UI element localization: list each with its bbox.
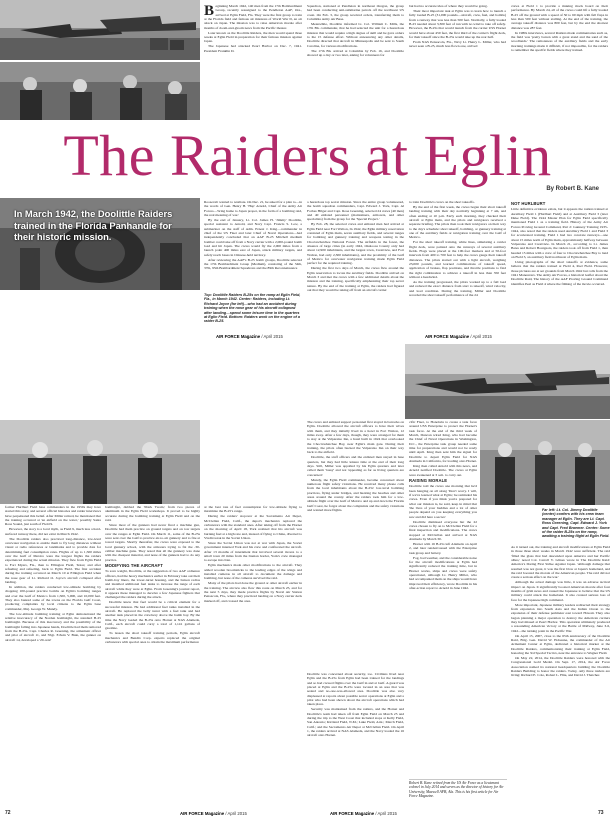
footer-left-mid: AIR FORCE Magazine / April 2015 — [216, 334, 283, 339]
paragraph: During the raiders' stopover at the Sacramento Air Depot, McClellan Field, Calif., the depot's mechanics replaced the carburetors with the standard ones. After taking off from the Hornet on the morning of April 18, York realized that his aircraft was burning fuel at a high rate and, instead of flying to China, diverted to Vladivostok in the Soviet Union. — [204, 514, 302, 540]
text-column-mid-2 — [204, 200, 302, 291]
text-column-mid-5 — [511, 200, 608, 340]
photo-caption-left: Top: Doolittle Raiders B-25s on the ramp at Eglin Field, Fla., in March 1942. Center: Raiders, including Lt. Richard Joyce (far left)—who had an accident during training when the nose gear of his aircraft collapsed after landing—spend some leisure time in the quarters at Eglin Field. Bottom: Raiders work on the engine of a raider B-25. — [204, 293, 301, 324]
paragraph: Doolittle dismissed everyone but the 22 crews chosen to fly on to McClellan Field for a final inspection and modifications. The crews stopped at McClellan and arrived at NAS Alameda by March 30. — [409, 519, 477, 542]
page-number-right: 73 — [598, 810, 604, 816]
text-column-mid-4 — [409, 200, 506, 340]
section-heading: NOT HURLBURT — [511, 201, 546, 206]
page-number-left: 72 — [5, 810, 11, 816]
paragraph: to train Doolittle's crews on the short takeoffs. — [409, 200, 475, 204]
raiders-in-quarters-photo — [0, 62, 200, 120]
paragraph: From NAS Pensacola, Fla., Navy Lt. Henry L. Miller, who had never seen a B-25, much less flown one, arrived — [409, 39, 506, 49]
paragraph: The low-altitude bombing training at Eglin demonstrated the relative inaccuracy of the Norden bombsight, the standard B-25 bombsight. Because of this inaccuracy and the possibility of the bombsight falling into Japanese hands, Doolittle had them removed from the B-25s. Capt. Charles R. Greening, the armament officer and pilot of aircraft 11, and SSgt. Edwin V. Bain, the gunner on aircraft 14, developed a '20-cent' — [5, 611, 101, 642]
raider-b25s-on-ramp-photo — [405, 344, 610, 419]
paragraph: Their most important task at Eglin was to learn how to launch a fully loaded B-25 (31,000 pounds—aircraft, crew, fuel, and bombs) from a runway that was less than 500 feet. Normally, a fully loaded B-25 needed about 3,300 feet of run with no wind to take off safely. However, the B-25s that would launch from the carrier USS Hornet would have about 450 feet, the first third of the carrier's flight deck, for their takeoff since the B-25s would take up the rear half. — [409, 8, 506, 39]
footer-right-mid: AIR FORCE Magazine / April 2015 — [425, 334, 492, 339]
text-column-top-1 — [204, 4, 302, 120]
text-column-bot-4 — [307, 420, 404, 670]
paragraph: Hornet with 16 B-25s left Alameda on April 2, and later rendezvoused with the Enterprise task group and battery. — [409, 542, 477, 555]
footer-left: AIR FORCE Magazine / April 2015 — [180, 811, 247, 816]
doolittle-conferring-photo — [0, 420, 200, 504]
paragraph: Doolittle was concerned about security, too. Civilians lived near Eglin and the B-25s from Eglin had been trained for the landings and so had crewed flights over the Gulf in and at Gulf. A guard was placed at Eglin and the B-25s were located in an area that was sealed and no-one-was-allowed area. Doolittle was also very displeased at reports about possible secret operations at Eglin and a pilot who had been shown about the aircraft operations which had taken place. — [307, 672, 404, 707]
paragraph: Security was maintained from the raiders, and the Hornet and Doolittle's team had taken off from Eglin Field on March 25 and during the trip to the West Coast that included stops at Kelly Field, San Antonio; Kirtland Field, N.M.; Luke Field, Ariz.; March Field, Calif.; and the Sacramento Air Depot at McClellan Field. On April 1, the raiders arrived at NAS Alameda, and the Navy loaded the 16 aircraft onto Hornet. — [307, 707, 404, 738]
paragraph: a hazardous top secret mission. Since the entire group volunteered, the bomb squadron commanders, Capt. Edward J. York, Capt. Al Forbes Hilger and Capt. Rose Greening, selected 24 crews (40 men) and 40 enlisted personnel (maintainers, armorers, and other specialists) from the group for the 'Special Project.' — [307, 200, 404, 222]
paragraph: Later known as the Doolittle Raiders, the men would spend three weeks at Eglin Field in preparation for their famous mission against Japan. — [204, 30, 302, 44]
raider-bombers-on-ramp-photo — [0, 0, 200, 60]
paragraph: As the training progressed, the pilots worked up to a full load and reduced the exact distance from start to takeoff, wind velocity, and load condition. During the training, Miller and Doolittle recorded the short takeoff performance of the 24 — [409, 279, 506, 297]
article-title: The Raiders at Eglin — [63, 123, 552, 188]
paragraph: crews at Field 1 to provide a making mock board on their performance. By March 24, all of the crews could lift a fully loaded B-25 off the ground with a speed of 50 to 60 mph with full flaps in less than 500 feet without stalling. At the end of the training, the average takeoff distance was 800 feet, but by the end the shortest distance was 287 feet. — [511, 4, 608, 30]
paragraph: former Hurlburt Field base commanders in the 1950s may have started this story, and several official histories and raider interviews have perpetuated this belief. After Miller retired, he mentioned that the training occurred at 'an airfield on the water,' possibly Santa Rosa Sound, just south of Field 9. — [5, 505, 101, 527]
paragraph: Doolittle told the crews one morning that he'd been hanging on all along 'Don't worry. I will, if we've learned what at Eglin,' he reminded his crews. Even if you think you're prepared for what our mission is, he said, keep in mind that 'the lives of your buddies and a lot of other people depend on you keeping everything you saw and did here a secret.' — [409, 484, 477, 519]
paragraph: Many of the pilots had done the ground or other aircraft earlier in the training. The aircrew also flew this route on March 25, and for the next 5 days, they made practice flights by Naval Air Station Pensacola, Fla., where they practiced landing on a Navy carrier deck marked off, and crossed the area. — [204, 581, 302, 603]
paragraph: at the best rate of fuel consumption for low-altitude flying to maximize the B-25's range. — [204, 505, 302, 514]
section-heading: RAISING MORALE — [409, 478, 448, 484]
text-column-bot-5 — [307, 672, 404, 805]
footer-right: AIR FORCE Magazine / April 2015 — [330, 811, 397, 816]
paragraph: Doolittle knew that fuel would be a critical element for a successful mission. He had additional fuel tanks installed in the aircraft. He replaced the belly turret with a fuel tank and had another tank placed in the crawlway above the bomb bay. By the time the Navy loaded the B-25s onto Hornet at NAS Alameda, Calif., each aircraft could carry a total of 1,141 gallons of gasoline. — [105, 600, 200, 631]
paragraph: Using photographs of the short takeoffs at evidence, some believe that the raiders trained at Field 4, Peel Field. However, those pictures are at set grounds from March 1942 but rolls from the 1941 Maneuvers. The Army Air Forces, a historical leaflet about the Doolittle Raid, The history of the AAF Proving Ground Command identifies Peel as Field 4 where the filming of the movie occurred. — [511, 260, 608, 286]
paragraph: Mundy, the Eglin Field commander, became concerned about numerous flight safety violations. He received many phone calls from the local inhabitants about the B-25s' low-level bombing practices, flying under bridges, and buzzing the beaches and other areas around the county. After the raiders took him for a low-altitude flight over the Gulf of Mexico and up and down the Florida Gulf Coast, he forgot about the complaints and the safety violations and wanted more flights. — [307, 477, 404, 513]
text-column-bot-6 — [409, 420, 477, 775]
paragraph: Little definitive evidence exists, but it appears the raiders trained at Auxiliary Field 1 (Hurlburt Field) and at Auxiliary Field 3 (later Duke Field). The 1944 Master Plan for Eglin Field specifically mentioned Field 1 as a training field. History of the Army Air Forces Proving Ground Command, Part 2: Gunnery Training 1935-1944, also noted that the raiders used Auxiliary Field 1 and Field 3 for accelerated training. Field 1 had two concrete runways—one about 15 miles north of Eglin main, approximately halfway between Valparaiso and Crestview. In March 21, according to Lt. James Bates and Robert Bourgeois, the raiders took off from Field 1, then headed 15 miles with a crew of four to Choctawhatchee Bay to land on Field 3, an auxiliary field northwest of Eglin main. — [511, 207, 608, 260]
paragraph: Squadron, stationed at Pendleton in northeast Oregon, the group had been conducting anti-submarine patrols off the northwest US coast. On Feb. 3, the group received orders, transferring them to Columbia Army Air Base. — [307, 4, 404, 22]
paragraph: More important, Japanese military leaders redirected their strategy from expansion into South Asia and the Indian Ocean to the expansion of their defense perimeter east toward Hawaii. They also began planning a major operation to destroy the American carriers they had missed at Pearl Harbor. This operation ultimately produced a resounding American victory at the Battle of Midway, June 3-6, 1942—the turning point in the Pacific War. — [511, 602, 610, 633]
doolittle-crew-photo — [480, 420, 610, 505]
paragraph: The 17th BG arrived at Columbia by Feb. 16, and Doolittle showed up a day or two later, asking for volunteers for — [307, 48, 404, 57]
paragraph: By the end of January, Lt. Col. James H. 'Jimmy' Doolittle, special assistant to Arnold, and Navy Capt. Francis S. Low, a submariner on the staff of Adm. Ernest J. King—commander in chief of the US Fleet and later Chief of Naval Operations—had independently concluded that an AAF B-25 Mitchell medium bomber could take off from a Navy carrier with a 2,000-pound bomb load and hit Japan. The crews would fly the 2,000 miles from a launch point 400 miles east of Japan, attack military targets, and safely reach bases in Chinese-held territory. — [204, 217, 302, 257]
paragraph: Since most of the gunners had never fired a machine gun, Doolittle had them practice on ground targets and on tow targets over the ranges at Eglin Field. On March 11, some of the B-25s were sent over the Gulf to practice air-to-air gunnery and to fire at towed targets. Shortly thereafter, the crews were exposed to the local gunnery school, with the armorers trying to fix the .30-caliber machine guns. They noted that all the gunnery was done with the cheapest material, and none of the gunners had to do any practice. — [105, 522, 200, 562]
paragraph: The Doolittle raiders also practiced long-distance, low-level overwater navigation to enable them to fly long distances without visual or radio references or landmarks and to provide data for determining fuel consumption rates. Flights of up to 1,500 miles over the Gulf of Mexico were the longest flights the raiders experienced during the actual mission. They flew from Eglin Field to Fort Myers, Fla., then to Ellington Field, Texas; and after refueling and refueling, back to Eglin Field. The first accident during the training occurred on March 10 at Ellington Field when the nose gear of Lt. Richard O. Joyce's aircraft collapsed after landing. — [5, 536, 101, 585]
paragraph: Doolittle, the staff officers and the enlisted men stayed in base quarters, but they had little leisure time at the end of their long days. Still, Miller was appalled by his Eglin quarters and later called them 'lousy' and not 'appealing as far as living quarters are concerned.' — [307, 455, 404, 477]
paragraph: By the end of the first week, the crews began their short takeoff landing training with their day normally beginning at 7 am, and often ending at 10 p.m. Early each morning, they checked their aircraft at Eglin main, and the pilots and navigators received a separate briefing. The pilots then took their navigators on their way to the day's schedule: short takeoff, bombing, or gunnery training at one of the auxiliary fields or navigation training over the Gulf of Mexico. — [409, 204, 506, 240]
paragraph: Roosevelt wanted to retaliate. On Dec. 21, he asked for a plan to—in the words of Gen. Henry H. 'Hap' Arnold, Chief of the Army Air Forces—'bring home to Japan proper, in the form of a bombing raid, the real meaning of war.' — [204, 200, 302, 218]
text-column-mid-3 — [307, 200, 404, 340]
author-note: Robert B. Kane retired from the US Air Force as a lieutenant colonel in July 2014 and serves as the director of history for Air University, Maxwell AFB, Ala. This is his first article for Air Force Magazine. — [409, 781, 504, 799]
paragraph: As it turned out, the training and aircraft modifications at Eglin Field in those three short weeks in March 1942 were sufficient. The raid 'filled the glass that had descended upon America and her Pacific allies,' noted Col. Carroll V. Glines wrote in The Doolittle Raid: America's Daring First Strike Against Japan. 'Although damage that resulted was not great, it was the first blow at Japan's homeland, and the raid boosted the morale of the American people. The raid did not create a serious effect on the war.' — [511, 545, 610, 580]
text-column-bot-2 — [105, 505, 200, 805]
paragraph: Since the Soviet Union was not at war with Japan, the Soviet government interned York and his crew and confiscated the aircraft. After 13 months of internment that involved several moves to a small town 20 miles from the Iranian border, York's crew managed to escape into Iran. — [204, 540, 302, 563]
paragraph: For the short takeoff training, white lines, simulating a carrier flight deck, were painted onto the runways of several auxiliary fields. Flags were placed at the 100-foot markers and at 50-foot intervals from 400 to 700 feet to help the crews gauge their takeoff distances. The pilots started out with a light aircraft, weighing 23,000 pounds, and learned combinations of takeoff speed, application of brakes, flap positions, and throttle positions to find the right combination to achieve a takeoff in less than 350 feet without a headwind. — [409, 240, 506, 280]
paragraph: On May 22, 2014, the Doolittle Raiders were honored with the Congressional Gold Medal. On Sept. 17, 2014, the Air Force Association named its national headquarters building the Doolittle Raiders Building to honor the raiders. Today, only three raiders are living: Richard E. Cole, Robert L. Hite, and David J. Thatcher. — [511, 655, 610, 678]
paragraph: Eglin mechanics made other modifications to the aircraft. They added wooden broomsticks to the leading edges of the wings and installed cameras in all aircraft to document the damage and bombing, but none of the cameras survived the raid. — [204, 563, 302, 581]
paragraph: Meanwhile, Doolittle informed Lt. Col. William C. Mills, the 17th BG commander, that he had selected the unit for a hazardous mission that would require a high degree of skill and he gave orders to the 15 defense effort. Without announcing any other details, Doolittle directed that aircraft in Minneapolis and be sent to South Carolina, for various modifications. — [307, 21, 404, 48]
text-column-top-2 — [307, 4, 404, 120]
text-column-bot-1 — [5, 505, 101, 805]
text-column-top-3 — [409, 4, 506, 120]
paragraph: The crews and enlisted support personnel first stayed in barracks on Eglin. Doolittle allowed the aircraft officers to have their wives with them, and they initially lived in a hotel in Fort Walton, 12 miles away. After a few days, though, they were arranged for them to stay at the Valparaiso Inn, a hotel built in 1924 that overlooked the Choctawhatchee Bay, near Eglin's main gate. During their training, the pilots often buzzed the Valparaiso Inn on their way back to the airfield. — [307, 420, 404, 455]
paragraph: cific Fleet, to Honolulu to create a task force around USS Enterprise to protect the Hornet's task force. At the end of the third week of March, Duncan wired King, who had become the Chief of Naval Operations in Washington, D.C., the Enterprise task group needed some time for preparations and would not be ready until April. King then sent him the signal for Doolittle to depart Eglin Field for NAS Alameda in California, for loading onto Hornet. — [409, 420, 477, 464]
text-column-bot-7 — [511, 545, 610, 807]
paragraph: In 1980s interviews, several Raiders made commentaries such as, the field was 'pretty barren with a great stand and the sand of the woodlands.' The remoteness of the auxiliary fields and the early morning trainings made it difficult, if not impossible, for the raiders to remember the specific fields where they trained. — [511, 30, 608, 53]
paragraph: but had no accurate idea of where they would be going. — [409, 4, 488, 8]
paragraph: bombsight, dubbed the 'Mark Twain,' from two pieces of aluminum in the Eglin Field workshops. It proved to be highly accurate during the bombing training at Eglin Field and on the raid. — [105, 505, 200, 523]
text-column-top-4 — [511, 4, 608, 120]
paragraph: To save weight, Doolittle, at the suggestion of two AAF ordnance officers, had the heavy mechanics earlier in February take out their bomb-bay liners, the lower-turret housing, and the liaison radios and installed additional fuel tanks to increase the range of each aircraft while they were at Eglin. From Greening's journal report, it appears these managed to deceive a few Japanese fighters that challenged the raiders during the attack. — [105, 569, 200, 600]
paragraph: During the first two days of March, the crews flew around the Eglin reservation to locate the auxiliary fields. Doolittle arrived on March 3 and met the crews with a few additional details about the mission and the training, specifically emphasizing their top secret nature. By the end of the training at Eglin, the raiders had figured out that they would be taking off from an aircraft carrier — [307, 266, 404, 293]
text-column-bot-3 — [204, 505, 302, 805]
paragraph: On April 15, 2007, close to the 65th anniversary of the Doolittle Raid, Brig. Gen. David W. Eidsaune, the commander of the Air Armament Center at Eglin, dedicated a historical marker at the Doolittle Raiders, commemorating their training at Eglin Field, honoring the 3rd Special Tactics, near the entrance to Wagner Field. — [511, 633, 610, 656]
paragraph: King then called Arnold with this news, and Arnold notified Doolittle. The crews at Eglin were awakened at 3 a.m. to carry out. — [409, 464, 477, 477]
paragraph: After reviewing the AAF's B-25 bomb groups, Doolittle selected the 17th Bombardment Group (Medium), consisting of the 34th, 37th, 95th Bombardment Squadrons and the 89th Reconnaissance — [204, 257, 302, 271]
section-heading: MODIFYING THE AIRCRAFT — [105, 563, 163, 569]
drop-cap: B — [204, 4, 215, 19]
paragraph: In addition, the raiders conducted low-altitude bombing by dropping 100-pound practice bombs on Eglin's bombing ranges and over the Gulf of Mexico from 1,500, 5,000, and 10,000 feet. They also buzzed some of the towns on the Florida Gulf Coast, producing complaints by local citizens to the Eglin base commander, Maj. George W. Mundy. — [5, 584, 101, 611]
paragraph: eginning March 1942, 140 men from the 17th Bombardment Group, recently reassigned to the Pendleton AAF, Ore., arrived at Eglin Field, Fla. They were the first group to train at the Florida field and famous air missions of World War II, an air attack on Japan. The mission was to raise American morale after months of doom-and-gloom news from the Pacific theater. — [204, 4, 302, 30]
photo-caption-right: Far left: Lt. Col. Jimmy Doolittle (center) confers with his crew team manager at Eglin. They are Lt. Capt. Ross Greening, Capt. Edward J. York and Capt. Fred Braemer. Center: Some of the raider B-25s on the ramp, awaiting a training flight at Eglin Field. — [542, 508, 610, 539]
author-note-divider — [409, 779, 507, 780]
article-byline: By Robert B. Kane — [546, 186, 599, 192]
paragraph: To lessen the short takeoff training periods, Eglin aircraft mechanics and Bendix Corp. experts replaced the original carburetors with special ones to obtain the maximum performance — [105, 631, 200, 645]
paragraph: The Japanese had attacked Pearl Harbor on Dec. 7, 1941. President Franklin D. — [204, 44, 302, 53]
article-deck: In March 1942, the Doolittle Raiders trained in the Florida Panhandle for their historic mission. — [14, 208, 173, 242]
paragraph: By Feb. 28, the selected crews and enlisted men had arrived at Eglin Field near Fort Walton, In 1942, the Eglin military reservation consisted of Eglin main, seven auxiliary fields, and several ranges for bombing and gunnery training and weapons testing in the Choctawhatchee National Forest. The airfields in the forest, the absence of large cities (in early 1942, Okaloosa County only had about 12,900 inhabitants, and the largest town, Crestview, and Fort Walton, had only 2,300 inhabitants), and the proximity of the Gulf of Mexico for overwater navigation training made Eglin Field perfect for the required training. — [307, 222, 404, 266]
paragraph: However, the story is a local myth, as Field 9, much less a hard-surfaced runway there, did not exist in March 1942. — [5, 527, 101, 536]
paragraph: Although the actual damage was little, it was an adverse tactical impact on Japan. It significantly boosted American morale after four months of grim news and caused the Japanese to believe that the US military could attack the homeland. It also created serious loss of face for the Japanese high command. — [511, 580, 610, 602]
paragraph: Fog, bad weather, and the considerable noise for the aircraft modifications at Eglin had significantly reduced the training time, but in Hornet works, ships and crews were safely operational, although Lt. Henry Miller, who had accompanied them on the ships would have improved their efficiency, wrote Doolittle in his after-action report to Arnold in June 1942. — [409, 555, 477, 591]
